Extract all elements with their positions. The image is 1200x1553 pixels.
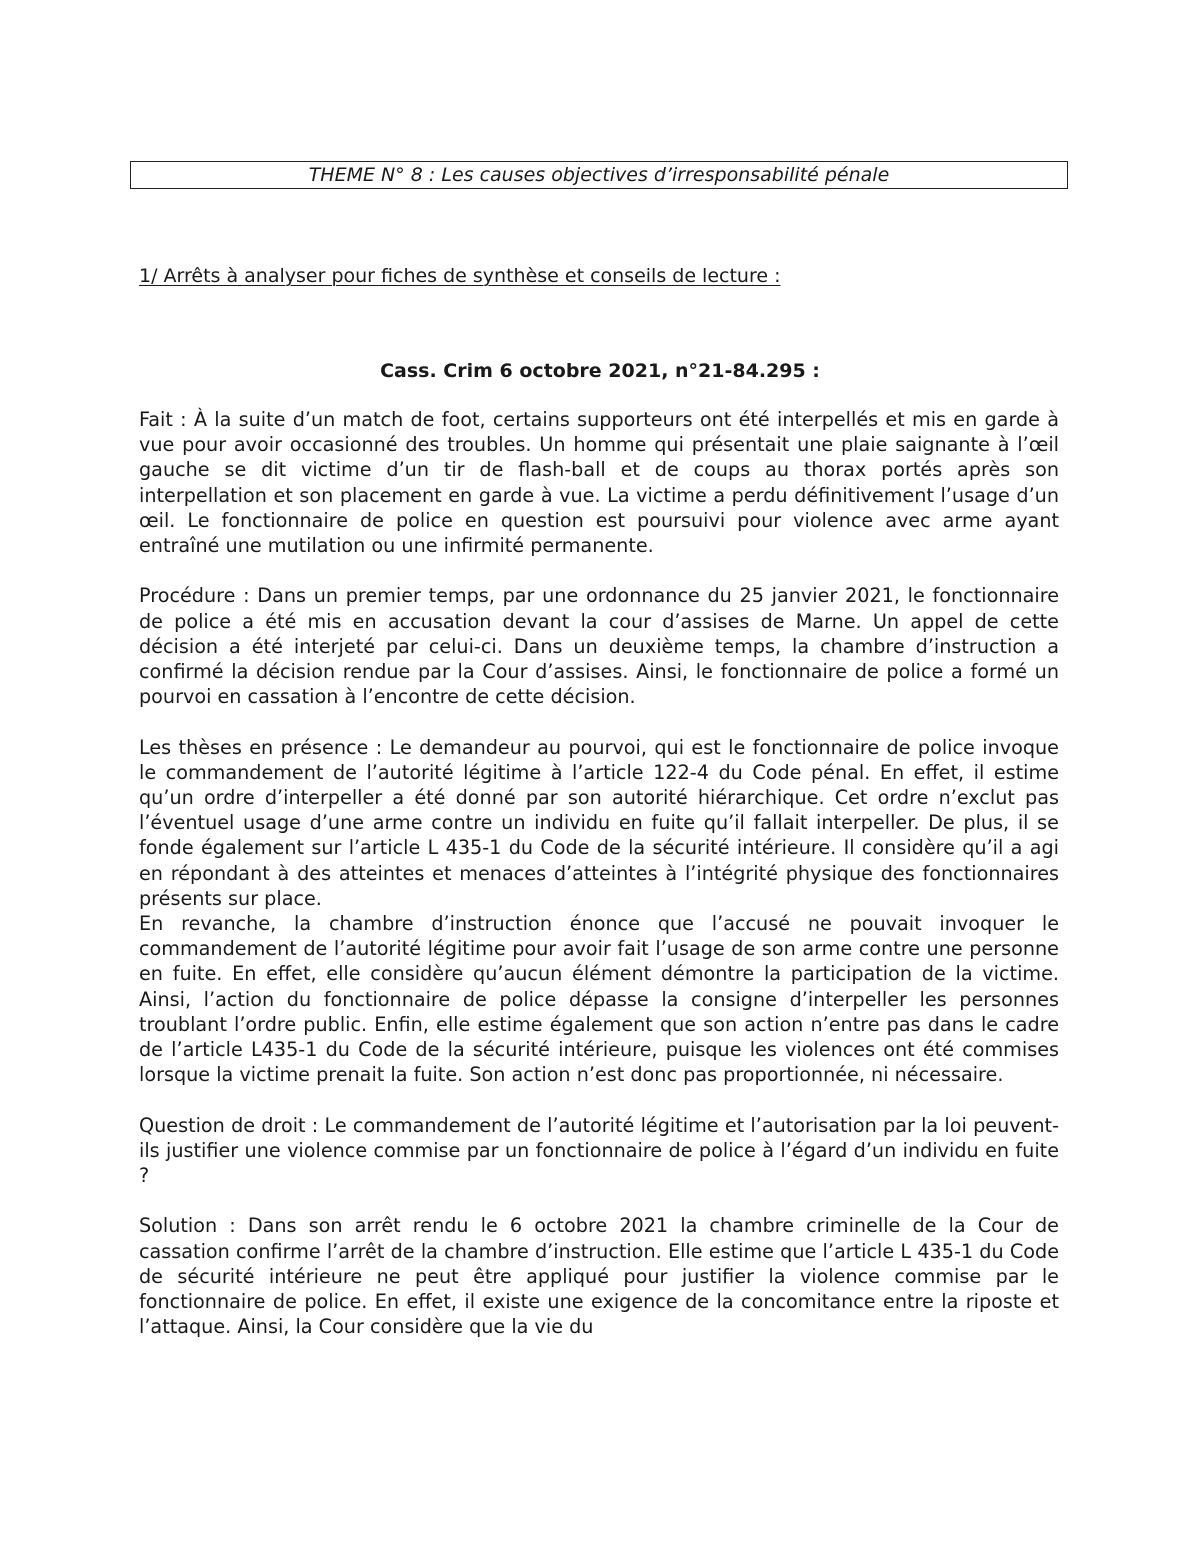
paragraph-question: Question de droit : Le commandement de l’autorité légitime et l’autorisation par la loi peuvent-ils justifier une violence commise par un fonctionnaire de police à l’égard d’un individu en fuite ? [139, 1113, 1059, 1188]
theme-title-box: THEME N° 8 : Les causes objectives d’irresponsabilité pénale [130, 161, 1068, 189]
paragraph-fait: Fait : À la suite d’un match de foot, certains supporteurs ont été interpellés et mis en garde à vue pour avoir occasionné des troubles. Un homme qui présentait une plaie saignante à l’œil gauche se dit victime d’un tir de flash-ball et de coups au thorax portés après son interpellation et son placement en garde à vue. La victime a perdu définitivement l’usage d’un œil. Le fonctionnaire de police en question est poursuivi pour violence avec arme ayant entraîné une mutilation ou une infirmité permanente. [139, 408, 1059, 558]
section-heading: 1/ Arrêts à analyser pour fiches de synthèse et conseils de lecture : [139, 265, 781, 287]
paragraph-revanche: En revanche, la chambre d’instruction énonce que l’accusé ne pouvait invoquer le commandement de l’autorité légitime pour avoir fait l’usage de son arme contre une personne en fuite. En effet, elle considère qu’aucun élément démontre la participation de la victime. Ainsi, l’action du fonctionnaire de police dépasse la consigne d’interpeller les personnes troublant l’ordre public. Enfin, elle estime également que son action n’entre pas dans le cadre de l’article L435-1 du Code de la sécurité intérieure, puisque les violences ont été commises lorsque la victime prenait la fuite. Son action n’est donc pas proportionnée, ni nécessaire. [139, 912, 1059, 1087]
case-title: Cass. Crim 6 octobre 2021, n°21-84.295 : [380, 360, 820, 382]
paragraph-theses: Les thèses en présence : Le demandeur au pourvoi, qui est le fonctionnaire de police invoque le commandement de l’autorité légitime à l’article 122-4 du Code pénal. En effet, il estime qu’un ordre d’interpeller a été donné par son autorité hiérarchique. Cet ordre n’exclut pas l’éventuel usage d’une arme contre un individu en fuite qu’il fallait interpeller. De plus, il se fonde également sur l’article L 435-1 du Code de la sécurité intérieure. Il considère qu’il a agi en répondant à des atteintes et menaces d’atteintes à l’intégrité physique des fonctionnaires présents sur place. [139, 735, 1059, 910]
document-body [139, 407, 1059, 1339]
paragraph-solution: Solution : Dans son arrêt rendu le 6 octobre 2021 la chambre criminelle de la Cour de cassation confirme l’arrêt de la chambre d’instruction. Elle estime que l’article L 435-1 du Code de sécurité intérieure ne peut être appliqué pour justifier la violence commise par le fonctionnaire de police. En effet, il existe une exigence de la concomitance entre la riposte et l’attaque. Ainsi, la Cour considère que la vie du [139, 1214, 1059, 1339]
paragraph-procedure: Procédure : Dans un premier temps, par une ordonnance du 25 janvier 2021, le fonctionnaire de police a été mis en accusation devant la cour d’assises de Marne. Un appel de cette décision a été interjeté par celui-ci. Dans un deuxième temps, la chambre d’instruction a confirmé la décision rendue par la Cour d’assises. Ainsi, le fonctionnaire de police a formé un pourvoi en cassation à l’encontre de cette décision. [139, 584, 1059, 709]
